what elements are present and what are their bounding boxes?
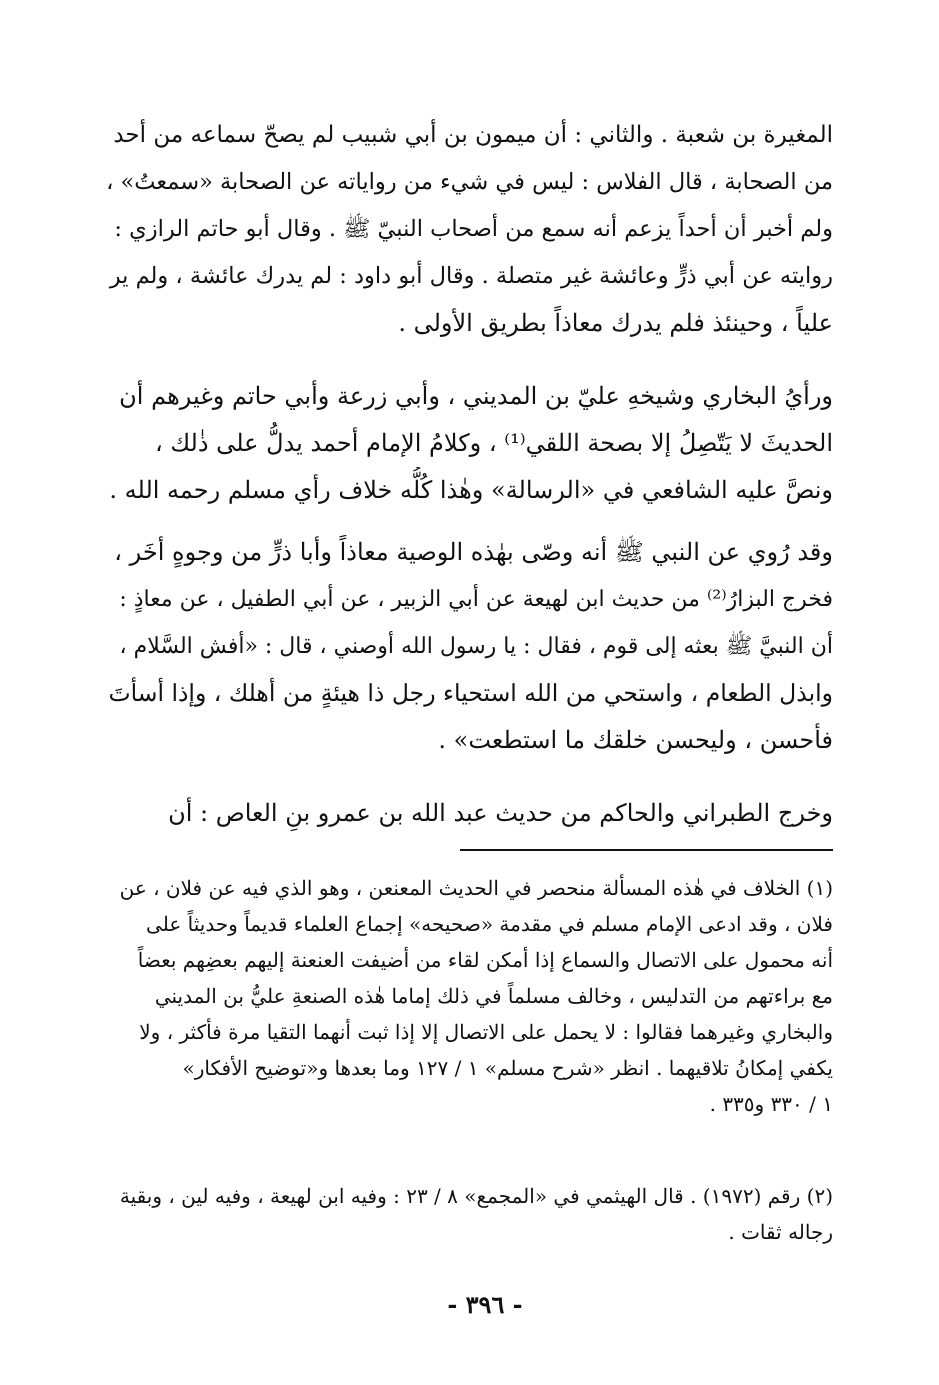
paragraph-line: وخرج الطبراني والحاكم من حديث عبد الله بن عمرو بنِ العاص : أن [168,799,833,827]
paragraph-line: من الصحابة ، قال الفلاس : ليس في شيء من رواياته عن الصحابة «سمعتُ» ، [106,169,833,195]
footnote-line: ١ / ٣٣٠ و٣٣٥ . [709,1092,833,1116]
paragraph-2 [105,373,833,514]
footnote-line: (١) الخلاف في هٰذه المسألة منحصر في الحديث المعنعن ، وهو الذي فيه عن فلان ، عن [119,876,833,900]
footnote-line: مع براءتهم من التدليس ، وخالف مسلماً في ذلك إماما هٰذه الصنعةِ عليُّ بن المديني [154,984,833,1008]
paragraph-line: المغيرة بن شعبة . والثاني : أن ميمون بن أبي شبيب لم يصحّ سماعه من أحد [113,122,833,148]
paragraph-line: ورأيُ البخاري وشيخهِ عليّ بن المديني ، وأبي زرعة وأبي حاتم وغيرهم أن [119,382,833,410]
paragraph-line: علياً ، وحينئذ فلم يدرك معاذاً بطريق الأولى . [398,309,833,337]
footnote-2 [105,1178,833,1250]
footnote-line: فلان ، وقد ادعى الإمام مسلم في مقدمة «صحيحه» إجماع العلماء قديماً وحديثاً على [146,912,833,936]
footnote-line: والبخاري وغيرهما فقالوا : لا يحمل على الاتصال إلا إذا ثبت أنهما التقيا مرة فأكثر ، ولا [139,1020,833,1044]
paragraph-3 [105,529,833,764]
paragraph-line: وابذل الطعام ، واستحي من الله استحياء رجل ذا هيئةٍ من أهلك ، وإذا أسأتَ [108,679,833,707]
paragraph-line: فأحسن ، وليحسن خلقك ما استطعت» . [438,726,833,754]
footnote-line: يكفي إمكانُ تلاقيهما . انظر «شرح مسلم» ١ / ١٢٧ وما بعدها و«توضيح الأفكار» [182,1056,833,1080]
paragraph-line: روايته عن أبي ذرٍّ وعائشة غير متصلة . وقال أبو داود : لم يدرك عائشة ، ولم ير [109,263,833,289]
footnote-1 [105,870,833,1122]
paragraph-line: أن النبيَّ ﷺ بعثه إلى قوم ، فقال : يا رسول الله أوصني ، قال : «أفش السَّلام ، [119,634,833,659]
paragraph-line: ونصَّ عليه الشافعي في «الرسالة» وهٰذا كُلُّه خلاف رأي مسلم رحمه الله . [109,476,833,504]
page-number: - ٣٩٦ - [447,1290,523,1319]
paragraph-line: وقد رُوي عن النبي ﷺ أنه وصّى بهٰذه الوصية معاذاً وأبا ذرٍّ من وجوهٍ أخَر ، [114,538,833,566]
footnote-line: (٢) رقم (١٩٧٢) . قال الهيثمي في «المجمع» ٨ / ٢٣ : وفيه ابن لهيعة ، وفيه لين ، وبقية [119,1184,833,1208]
footnote-line: رجاله ثقات . [728,1220,833,1244]
paragraph-line: ولم أخبر أن أحداً يزعم أنه سمع من أصحاب النبيّ ﷺ . وقال أبو حاتم الرازي : [114,216,833,242]
paragraph-line: فخرج البزارُ⁽²⁾ من حديث ابن لهيعة عن أبي الزبير ، عن أبي الطفيل ، عن معاذٍ : [119,587,833,612]
paragraph-4 [105,790,833,837]
paragraph-1 [105,112,833,347]
paragraph-line: الحديثَ لا يَتّصِلُ إلا بصحة اللقي⁽¹⁾ ، وكلامُ الإمام أحمد يدلُّ على ذٰلك ، [154,429,833,457]
footnote-line: أنه محمول على الاتصال والسماع إذا أمكن لقاء من أضيفت العنعنة إليهم بعضِهم بعضاً [137,948,833,972]
footnote-separator [460,849,833,851]
